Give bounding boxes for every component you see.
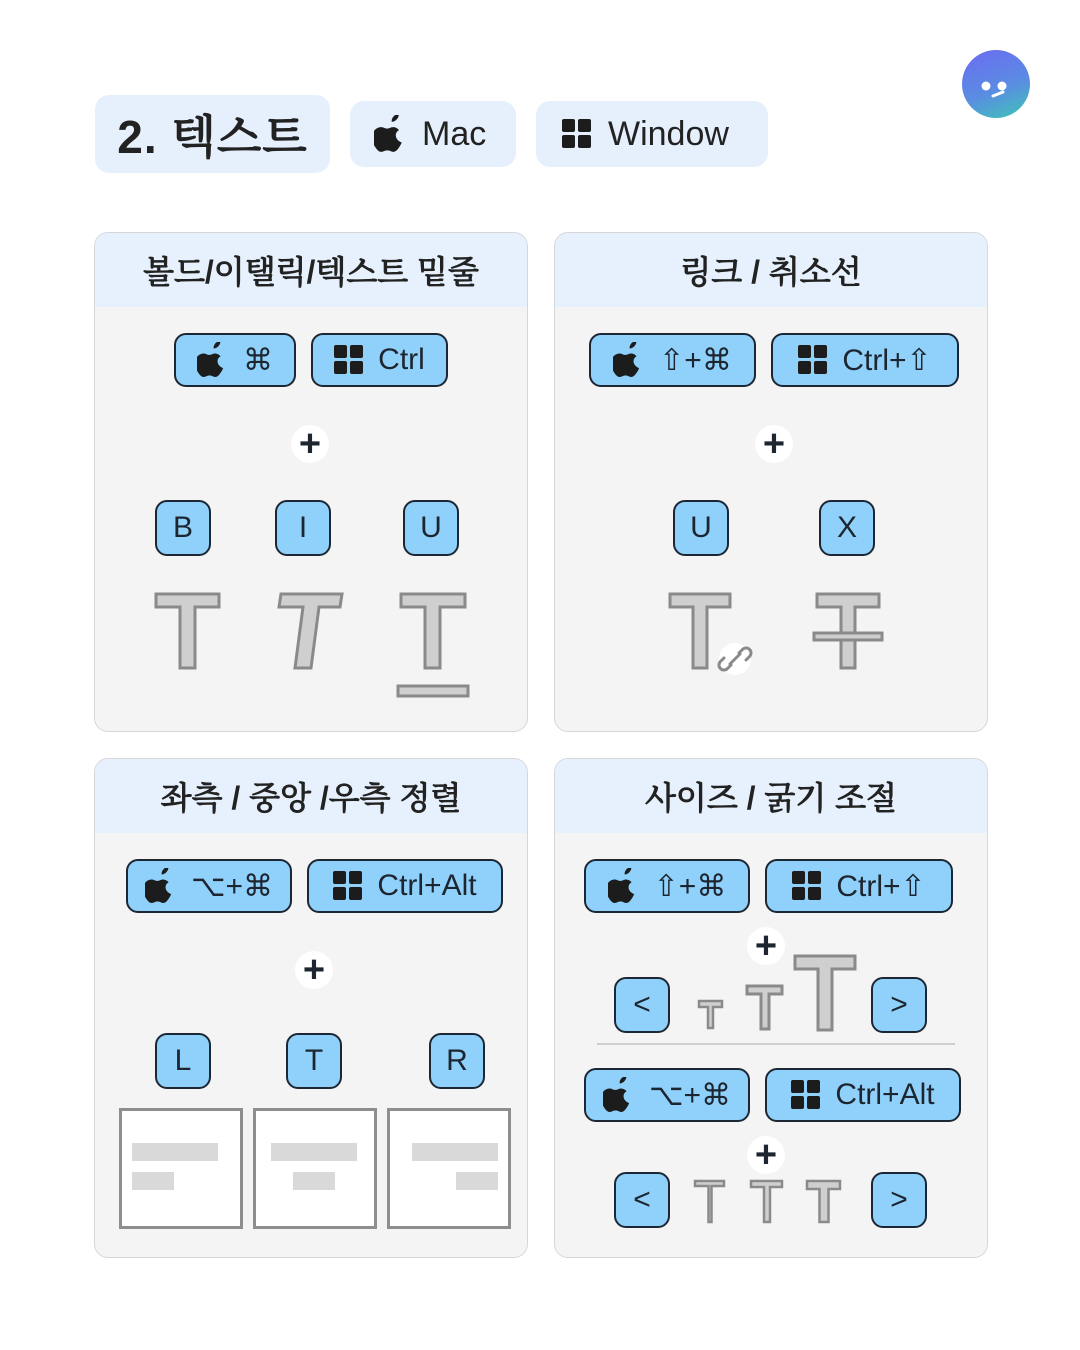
- align-left-key[interactable]: L: [155, 1033, 211, 1089]
- link-u-key[interactable]: U: [673, 500, 729, 556]
- weight-increase-key[interactable]: >: [871, 1172, 927, 1228]
- weight-mac-key[interactable]: [584, 1068, 750, 1122]
- align-win-key-label: Ctrl+Alt: [377, 869, 477, 902]
- link-win-key-label: Ctrl+⇧: [842, 343, 932, 377]
- align-win-key[interactable]: [307, 859, 503, 913]
- apple-icon: [197, 342, 229, 378]
- strikethrough-t-icon: [811, 591, 885, 673]
- size-card-title: 사이즈 / 굵기 조절: [555, 759, 987, 833]
- weight-mac-key-label: ⌥+⌘: [648, 1078, 732, 1112]
- underline-key[interactable]: U: [403, 500, 459, 556]
- size-decrease-key[interactable]: <: [614, 977, 670, 1033]
- windows-icon: [333, 871, 363, 901]
- window-label: Window: [608, 114, 729, 153]
- weight-win-key-label: Ctrl+Alt: [835, 1078, 935, 1111]
- windows-icon: [562, 119, 592, 149]
- apple-icon: [145, 868, 177, 904]
- format-win-key-label: Ctrl: [378, 343, 425, 376]
- apple-icon: [613, 342, 645, 378]
- size-mac-key-label: ⇧+⌘: [653, 869, 727, 903]
- link-mac-key-label: ⇧+⌘: [659, 343, 732, 377]
- underline-t-icon: [395, 591, 471, 701]
- size-increase-key[interactable]: >: [871, 977, 927, 1033]
- face-icon: [962, 50, 1030, 118]
- size-mac-key[interactable]: [584, 859, 750, 913]
- align-mac-key[interactable]: [126, 859, 292, 913]
- size-plus: +: [747, 927, 785, 965]
- medium-t-icon: [745, 984, 785, 1032]
- thin-t-icon: [693, 1179, 727, 1225]
- weight-win-key[interactable]: [765, 1068, 961, 1122]
- format-mac-key[interactable]: [174, 333, 296, 387]
- strike-x-key[interactable]: X: [819, 500, 875, 556]
- size-win-key-label: Ctrl+⇧: [836, 869, 926, 903]
- avatar[interactable]: [962, 50, 1030, 118]
- format-card-title: 볼드/이탤릭/텍스트 밑줄: [95, 233, 527, 307]
- align-plus: +: [295, 951, 333, 989]
- link-win-key[interactable]: [771, 333, 959, 387]
- align-right-icon: [387, 1108, 513, 1230]
- bold-t-icon: [153, 591, 223, 671]
- format-mac-key-label: ⌘: [243, 343, 273, 377]
- mac-label: Mac: [422, 114, 487, 153]
- apple-icon: [608, 868, 640, 904]
- small-t-icon: [697, 999, 725, 1031]
- align-card: [94, 758, 528, 1258]
- format-plus: +: [291, 425, 329, 463]
- align-card-title: 좌측 / 중앙 /우측 정렬: [95, 759, 527, 833]
- size-win-key[interactable]: [765, 859, 953, 913]
- italic-key[interactable]: I: [275, 500, 331, 556]
- bold-key[interactable]: B: [155, 500, 211, 556]
- section-title-pill: [95, 95, 330, 173]
- windows-icon: [334, 345, 364, 375]
- link-t-icon: [667, 591, 759, 685]
- link-plus: +: [755, 425, 793, 463]
- link-card: [554, 232, 988, 732]
- apple-icon: [603, 1077, 635, 1113]
- windows-icon: [792, 871, 822, 901]
- align-center-key[interactable]: T: [286, 1033, 342, 1089]
- size-divider: [597, 1043, 955, 1045]
- weight-decrease-key[interactable]: <: [614, 1172, 670, 1228]
- regular-t-icon: [749, 1179, 785, 1225]
- weight-plus: +: [747, 1136, 785, 1174]
- window-pill: [536, 101, 768, 167]
- windows-icon: [791, 1080, 821, 1110]
- size-card: [554, 758, 988, 1258]
- link-card-title: 링크 / 취소선: [555, 233, 987, 307]
- windows-icon: [798, 345, 828, 375]
- format-win-key[interactable]: [311, 333, 448, 387]
- heavy-t-icon: [805, 1179, 843, 1225]
- large-t-icon: [792, 953, 858, 1033]
- format-card: [94, 232, 528, 732]
- align-center-icon: [253, 1108, 379, 1230]
- section-title: 2. 텍스트: [117, 111, 308, 163]
- apple-icon: [374, 115, 408, 153]
- italic-t-icon: [273, 591, 345, 671]
- align-right-key[interactable]: R: [429, 1033, 485, 1089]
- align-mac-key-label: ⌥+⌘: [190, 869, 274, 903]
- mac-pill: [350, 101, 516, 167]
- align-left-icon: [119, 1108, 245, 1230]
- link-mac-key[interactable]: [589, 333, 756, 387]
